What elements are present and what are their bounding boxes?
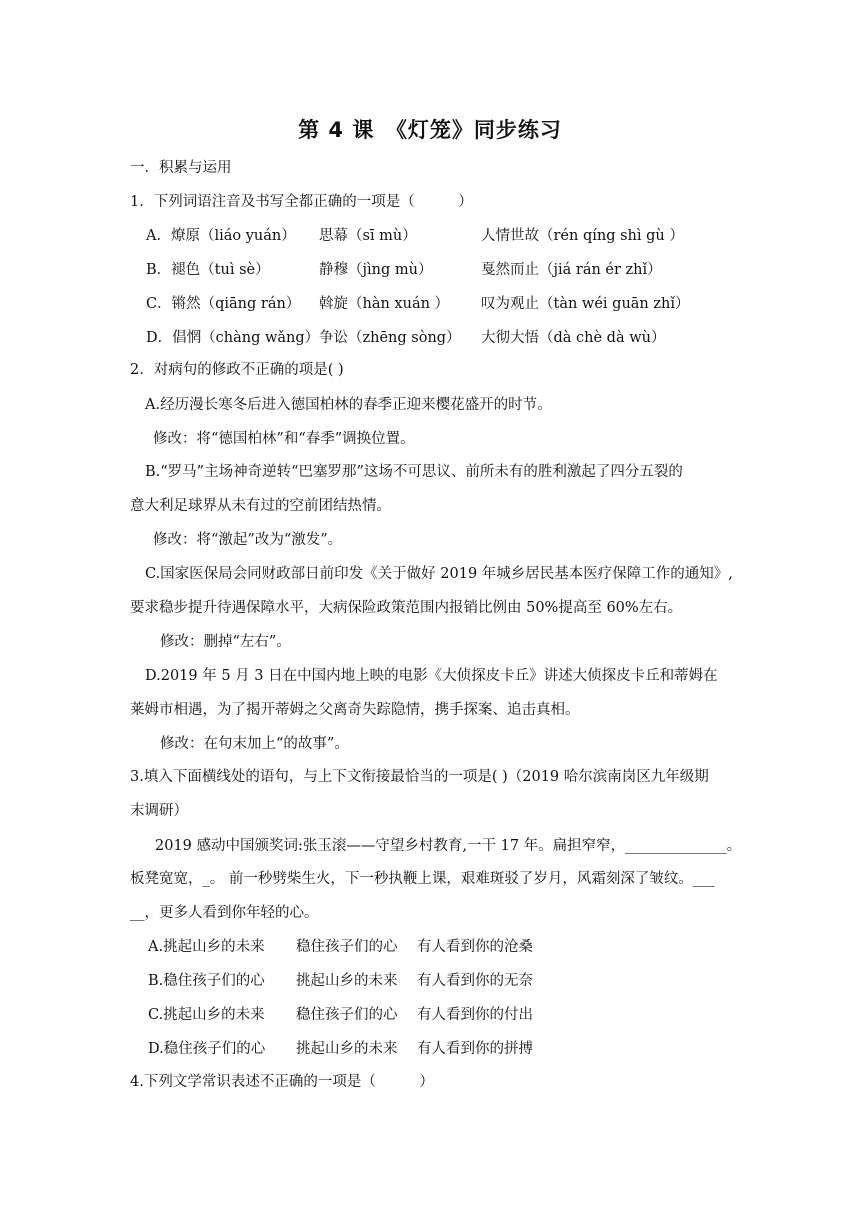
q3-passage-line3: __，更多人看到你年轻的心。 — [130, 905, 319, 921]
q3-passage-line1: 2019 感动中国颁奖词:张玉滚——守望乡村教育,一干 17 年。扁担窄窄，______________。 — [155, 838, 742, 854]
q3-option-c-part2: 稳住孩子们的心 — [296, 1007, 398, 1023]
q1-option-a-word3: 人情世故（rén qíng shì gù ） — [481, 228, 684, 244]
q2-option-d-line2: 莱姆市相遇，为了揭开蒂姆之父离奇失踪隐情，携手探案、追击真相。 — [130, 702, 580, 718]
q3-option-d-part1: D.稳住孩子们的心 — [148, 1041, 266, 1057]
q3-option-c-part3: 有人看到你的付出 — [417, 1007, 533, 1023]
q3-option-a-part1: A.挑起山乡的未来 — [148, 939, 265, 955]
q3-option-a-part2: 稳住孩子们的心 — [296, 939, 398, 955]
q3-option-d-part2: 挑起山乡的未来 — [296, 1041, 398, 1057]
q1-option-c-word1: C．锵然（qiāng rán） — [146, 296, 301, 312]
q1-option-c-word3: 叹为观止（tàn wéi guān zhǐ） — [481, 296, 690, 312]
question-2-stem: 2．对病句的修政不正确的项是( ) — [130, 362, 344, 378]
q2-option-c-line1: C.国家医保局会同财政部日前印发《关于做好 2019 年城乡居民基本医疗保障工作的通知》, — [145, 566, 733, 582]
q2-option-d-line1: D.2019 年 5 月 3 日在中国内地上映的电影《大侦探皮卡丘》讲述大侦探皮卡丘和蒂姆在 — [145, 668, 718, 684]
q3-option-d-part3: 有人看到你的拼搏 — [417, 1041, 533, 1057]
q3-option-b-part1: B.稳住孩子们的心 — [148, 973, 265, 989]
q2-option-b-line2: 意大利足球界从未有过的空前团结热情。 — [130, 498, 391, 514]
q3-option-b-part2: 挑起山乡的未来 — [296, 973, 398, 989]
section-heading: 一．积累与运用 — [130, 160, 232, 176]
q3-option-c-part1: C.挑起山乡的未来 — [148, 1007, 265, 1023]
q1-option-b-word3: 戛然而止（jiá rán ér zhǐ） — [481, 262, 662, 278]
q2-option-d-fix: 修改：在句末加上“的故事”。 — [160, 736, 349, 752]
q3-option-b-part3: 有人看到你的无奈 — [417, 973, 533, 989]
q2-option-a: A.经历漫长寒冬后进入德国柏林的春季正迎来樱花盛开的时节。 — [145, 397, 552, 413]
q1-option-a-word2: 思幕（sī mù） — [319, 228, 417, 244]
q2-option-b-fix: 修改：将“激起”改为“激发”。 — [153, 532, 343, 548]
q2-option-c-fix: 修改：删掉“左右”。 — [160, 634, 291, 650]
q2-option-b-line1: B.“罗马”主场神奇逆转“巴塞罗那”这场不可思议、前所未有的胜利激起了四分五裂的 — [145, 464, 683, 480]
q1-option-d-word1: D．倡惘（chàng wǎng） — [146, 330, 320, 346]
question-1-stem: 1．下列词语注音及书写全都正确的一项是（ ） — [130, 194, 473, 210]
q1-option-d-word2: 争讼（zhēng sòng） — [319, 330, 461, 346]
q2-option-c-line2: 要求稳步提升待遇保障水平，大病保险政策范围内报销比例由 50%提高至 60%左右。 — [130, 600, 683, 616]
q3-passage-line2: 板凳宽宽，_。 前一秒劈柴生火，下一秒执鞭上课，艰难斑驳了岁月，风霜刻深了皱纹。___ — [130, 871, 715, 887]
question-3-stem-line1: 3.填入下面横线处的语句，与上下文衔接最恰当的一项是( )（2019 哈尔滨南岗区九年级期 — [130, 769, 709, 785]
q1-option-a-word1: A．燎原（liáo yuán） — [146, 228, 296, 244]
question-3-stem-line2: 末调研） — [130, 803, 188, 819]
q1-option-d-word3: 大彻大悟（dà chè dà wù） — [481, 330, 666, 346]
q1-option-b-word2: 静穆（jìng mù） — [319, 262, 433, 278]
q2-option-a-fix: 修改：将“德国柏林”和“春季”调换位置。 — [153, 431, 415, 447]
question-4-stem: 4.下列文学常识表述不正确的一项是（ ） — [130, 1074, 434, 1090]
page-title: 第 4 课 《灯笼》同步练习 — [298, 118, 562, 142]
q1-option-b-word1: B．褪色（tuì sè） — [146, 262, 270, 278]
q3-option-a-part3: 有人看到你的沧桑 — [417, 939, 533, 955]
q1-option-c-word2: 斡旋（hàn xuán ） — [319, 296, 450, 312]
